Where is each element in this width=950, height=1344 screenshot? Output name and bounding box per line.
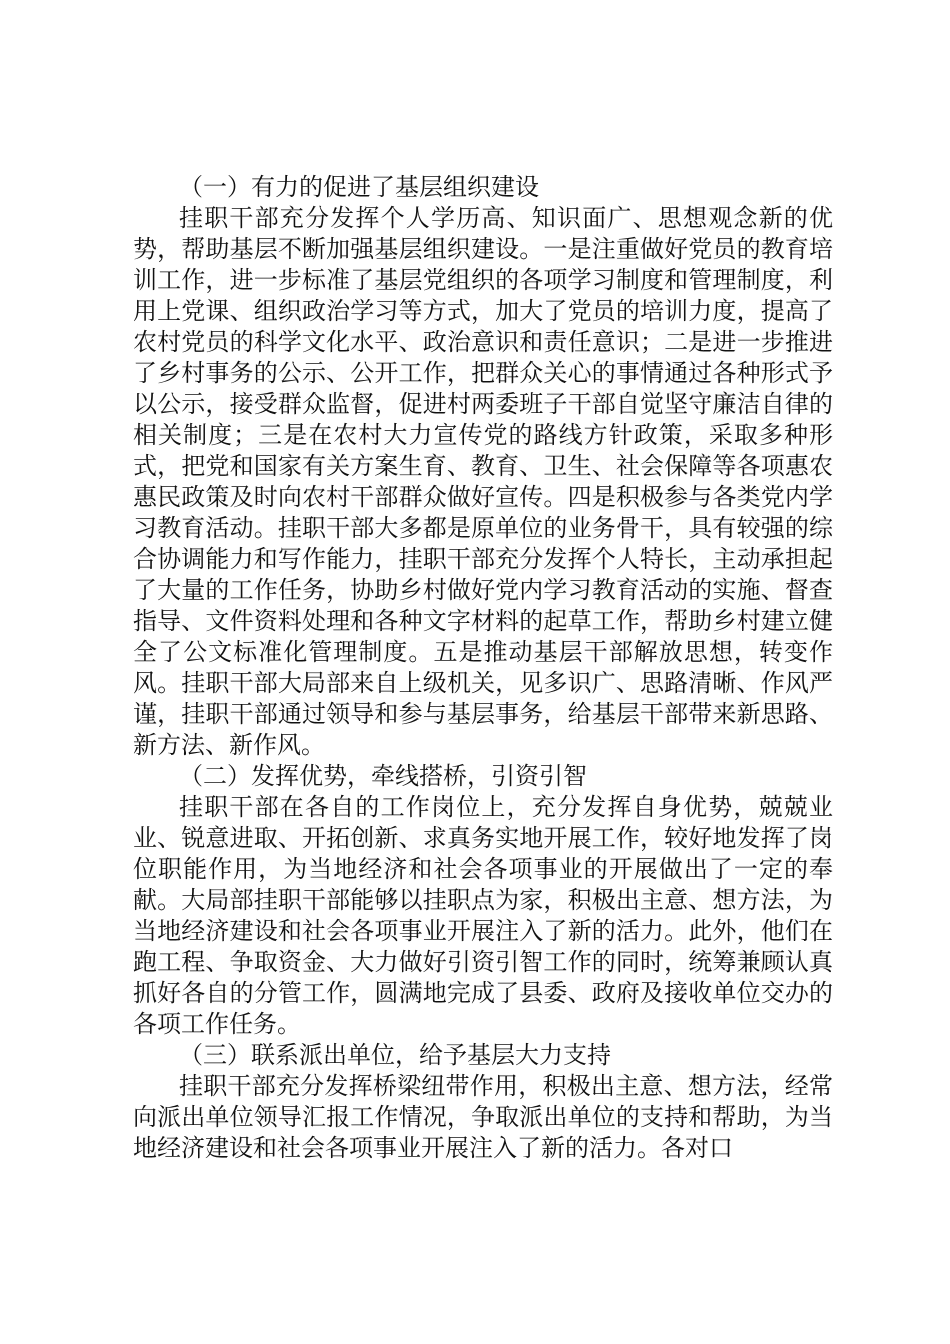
document-body: [133, 172, 833, 1164]
section-paragraph-3: 挂职干部充分发挥桥梁纽带作用，积极出主意、想方法，经常向派出单位领导汇报工作情况，争取派出单位的支持和帮助，为当地经济建设和社会各项事业开展注入了新的活力。各对口: [133, 1072, 833, 1162]
section-heading-1: （一）有力的促进了基层组织建设: [179, 173, 539, 201]
section-heading-3: （三）联系派出单位，给予基层大力支持: [179, 1041, 611, 1069]
section-heading-2: （二）发挥优势，牵线搭桥，引资引智: [179, 762, 587, 790]
section-paragraph-2: 挂职干部在各自的工作岗位上，充分发挥自身优势，兢兢业业、锐意进取、开拓创新、求真务实地开展工作，较好地发挥了岗位职能作用，为当地经济和社会各项事业的开展做出了一定的奉献。大局部挂职干部能够以挂职点为家，积极出主意、想方法，为当地经济建设和社会各项事业开展注入了新的活力。此外，他们在跑工程、争取资金、大力做好引资引智工作的同时，统筹兼顾认真抓好各自的分管工作，圆满地完成了县委、政府及接收单位交办的各项工作任务。: [133, 793, 833, 1038]
section-paragraph-1: 挂职干部充分发挥个人学历高、知识面广、思想观念新的优势，帮助基层不断加强基层组织建设。一是注重做好党员的教育培训工作，进一步标准了基层党组织的各项学习制度和管理制度，利用上党课、组织政治学习等方式，加大了党员的培训力度，提高了农村党员的科学文化水平、政治意识和责任意识；二是进一步推进了乡村事务的公示、公开工作，把群众关心的事情通过各种形式予以公示，接受群众监督，促进村两委班子干部自觉坚守廉洁自律的相关制度；三是在农村大力宣传党的路线方针政策，采取多种形式，把党和国家有关方案生育、教育、卫生、社会保障等各项惠农惠民政策及时向农村干部群众做好宣传。四是积极参与各类党内学习教育活动。挂职干部大多都是原单位的业务骨干，具有较强的综合协调能力和写作能力，挂职干部充分发挥个人特长，主动承担起了大量的工作任务，协助乡村做好党内学习教育活动的实施、督查指导、文件资料处理和各种文字材料的起草工作，帮助乡村建立健全了公文标准化管理制度。五是推动基层干部解放思想，转变作风。挂职干部大局部来自上级机关，见多识广、思路清晰、作风严谨，挂职干部通过领导和参与基层事务，给基层干部带来新思路、新方法、新作风。: [133, 204, 833, 759]
